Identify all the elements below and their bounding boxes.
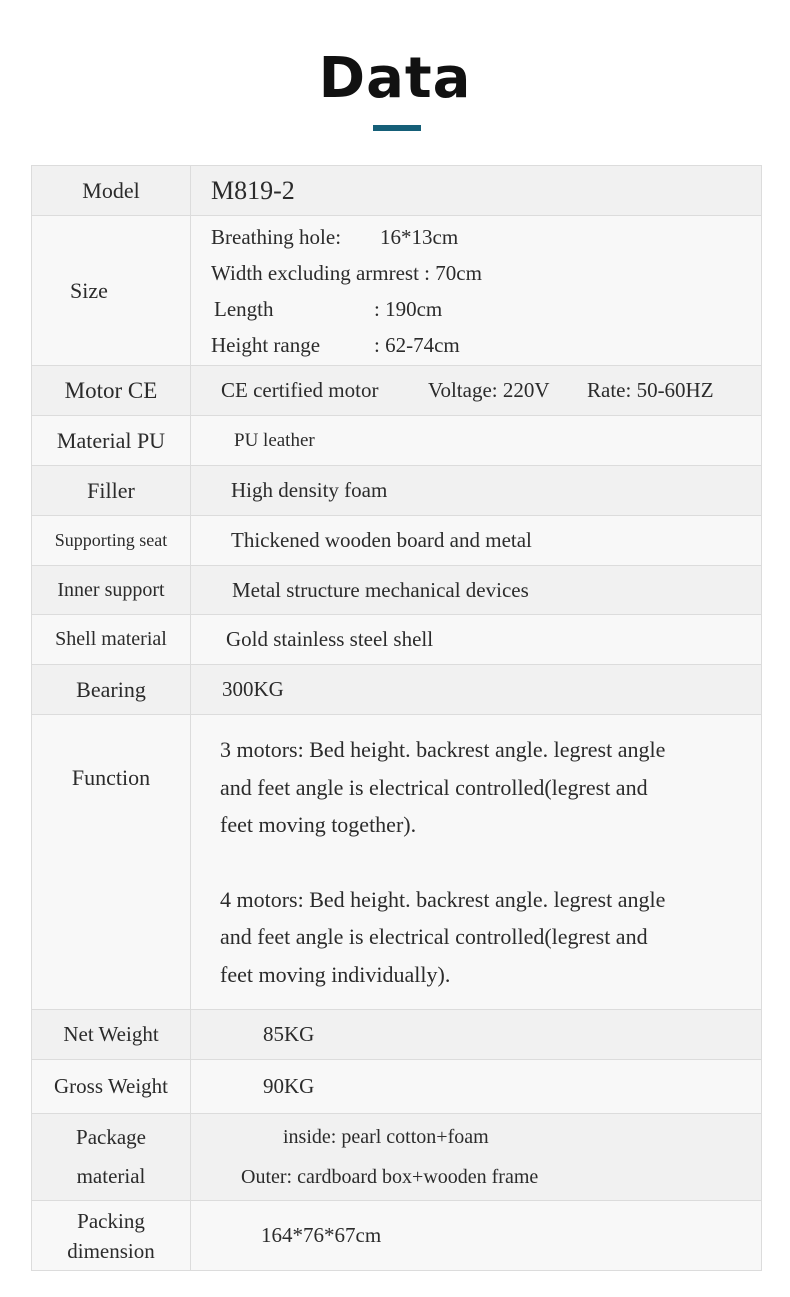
gross-weight-label: Gross Weight — [32, 1060, 191, 1114]
breathing-hole-label: Breathing hole: — [211, 224, 342, 249]
net-weight-label: Net Weight — [32, 1010, 191, 1060]
package-material-label-l1: Package — [76, 1125, 146, 1149]
net-weight-value — [191, 1010, 762, 1060]
row-size — [32, 216, 762, 366]
inner-support-value-text: Metal structure mechanical devices — [232, 577, 529, 602]
length-label: Length — [214, 296, 274, 321]
row-material — [32, 416, 762, 466]
size-width — [211, 255, 761, 291]
row-bearing — [32, 665, 762, 715]
package-material-label-l2: material — [76, 1164, 146, 1188]
inner-support-label: Inner support — [32, 566, 191, 615]
width-value: 70cm — [435, 260, 482, 285]
length-value: : 190cm — [374, 296, 443, 321]
packing-dimension-label — [32, 1201, 191, 1271]
height-value: : 62-74cm — [374, 332, 460, 357]
row-function — [32, 715, 762, 1010]
function-p2-line3: feet moving individually). — [220, 961, 451, 987]
row-inner-support — [32, 566, 762, 615]
shell-material-value-text: Gold stainless steel shell — [226, 627, 434, 651]
motor-label: Motor CE — [32, 366, 191, 416]
row-motor — [32, 366, 762, 416]
function-p1-line2: and feet angle is electrical controlled(legrest and — [220, 774, 648, 800]
motor-value — [191, 366, 762, 416]
function-p1-line3: feet moving together). — [220, 812, 417, 837]
material-value-text: PU leather — [234, 429, 315, 451]
package-material-label — [32, 1114, 191, 1201]
row-filler — [32, 466, 762, 516]
packing-dimension-label-l1: Packing — [77, 1208, 145, 1233]
size-label-text: Size — [70, 277, 108, 303]
supporting-seat-value-text: Thickened wooden board and metal — [231, 528, 532, 552]
filler-value-text: High density foam — [231, 478, 388, 502]
function-label — [32, 715, 191, 1010]
shell-material-label: Shell material — [32, 615, 191, 665]
bearing-value — [191, 665, 762, 715]
function-value — [191, 715, 762, 1010]
packing-dimension-label-l2: dimension — [67, 1238, 155, 1263]
supporting-seat-value — [191, 516, 762, 566]
row-supporting-seat — [32, 516, 762, 566]
height-label: Height range — [211, 332, 321, 357]
filler-value — [191, 466, 762, 516]
bearing-label: Bearing — [32, 665, 191, 715]
size-value — [191, 216, 762, 366]
function-p2-line2: and feet angle is electrical controlled(legrest and — [220, 924, 648, 949]
function-label-text: Function — [71, 765, 151, 790]
breathing-hole-value: 16*13cm — [380, 224, 459, 249]
row-net-weight — [32, 1010, 762, 1060]
packing-dimension-value — [191, 1201, 762, 1271]
material-label: Material PU — [32, 416, 191, 466]
bearing-value-text: 300KG — [222, 677, 284, 701]
inner-support-value — [191, 566, 762, 615]
filler-label: Filler — [32, 466, 191, 516]
row-model — [32, 166, 762, 216]
gross-weight-value — [191, 1060, 762, 1114]
row-packing-dimension — [32, 1201, 762, 1271]
spec-table — [31, 165, 762, 1271]
size-breathing-hole — [211, 219, 761, 255]
size-height — [211, 327, 761, 363]
model-value — [191, 166, 762, 216]
row-shell-material — [32, 615, 762, 665]
model-label: Model — [32, 166, 191, 216]
package-outer: Outer: cardboard box+wooden frame — [241, 1166, 539, 1188]
gross-weight-value-text: 90KG — [263, 1074, 315, 1098]
material-value — [191, 416, 762, 466]
size-length — [211, 291, 761, 327]
row-gross-weight — [32, 1060, 762, 1114]
package-inside: inside: pearl cotton+foam — [283, 1126, 489, 1148]
motor-certified: CE certified motor — [221, 378, 379, 402]
supporting-seat-label: Supporting seat — [32, 516, 191, 566]
motor-rate: Rate: 50-60HZ — [587, 378, 714, 402]
model-value-text: M819-2 — [211, 175, 295, 205]
net-weight-value-text: 85KG — [263, 1022, 315, 1046]
motor-voltage: Voltage: 220V — [428, 378, 550, 402]
row-package-material — [32, 1114, 762, 1201]
packing-dimension-value-text: 164*76*67cm — [261, 1223, 382, 1247]
package-material-value — [191, 1114, 762, 1201]
width-label: Width excluding armrest : — [211, 260, 431, 285]
function-p1-line1: 3 motors: Bed height. backrest angle. legrest angle — [220, 737, 666, 762]
size-label — [32, 216, 191, 366]
title-underline — [373, 125, 421, 131]
shell-material-value — [191, 615, 762, 665]
page-title: Data — [318, 46, 472, 111]
function-p2-line1: 4 motors: Bed height. backrest angle. legrest angle — [220, 886, 666, 912]
